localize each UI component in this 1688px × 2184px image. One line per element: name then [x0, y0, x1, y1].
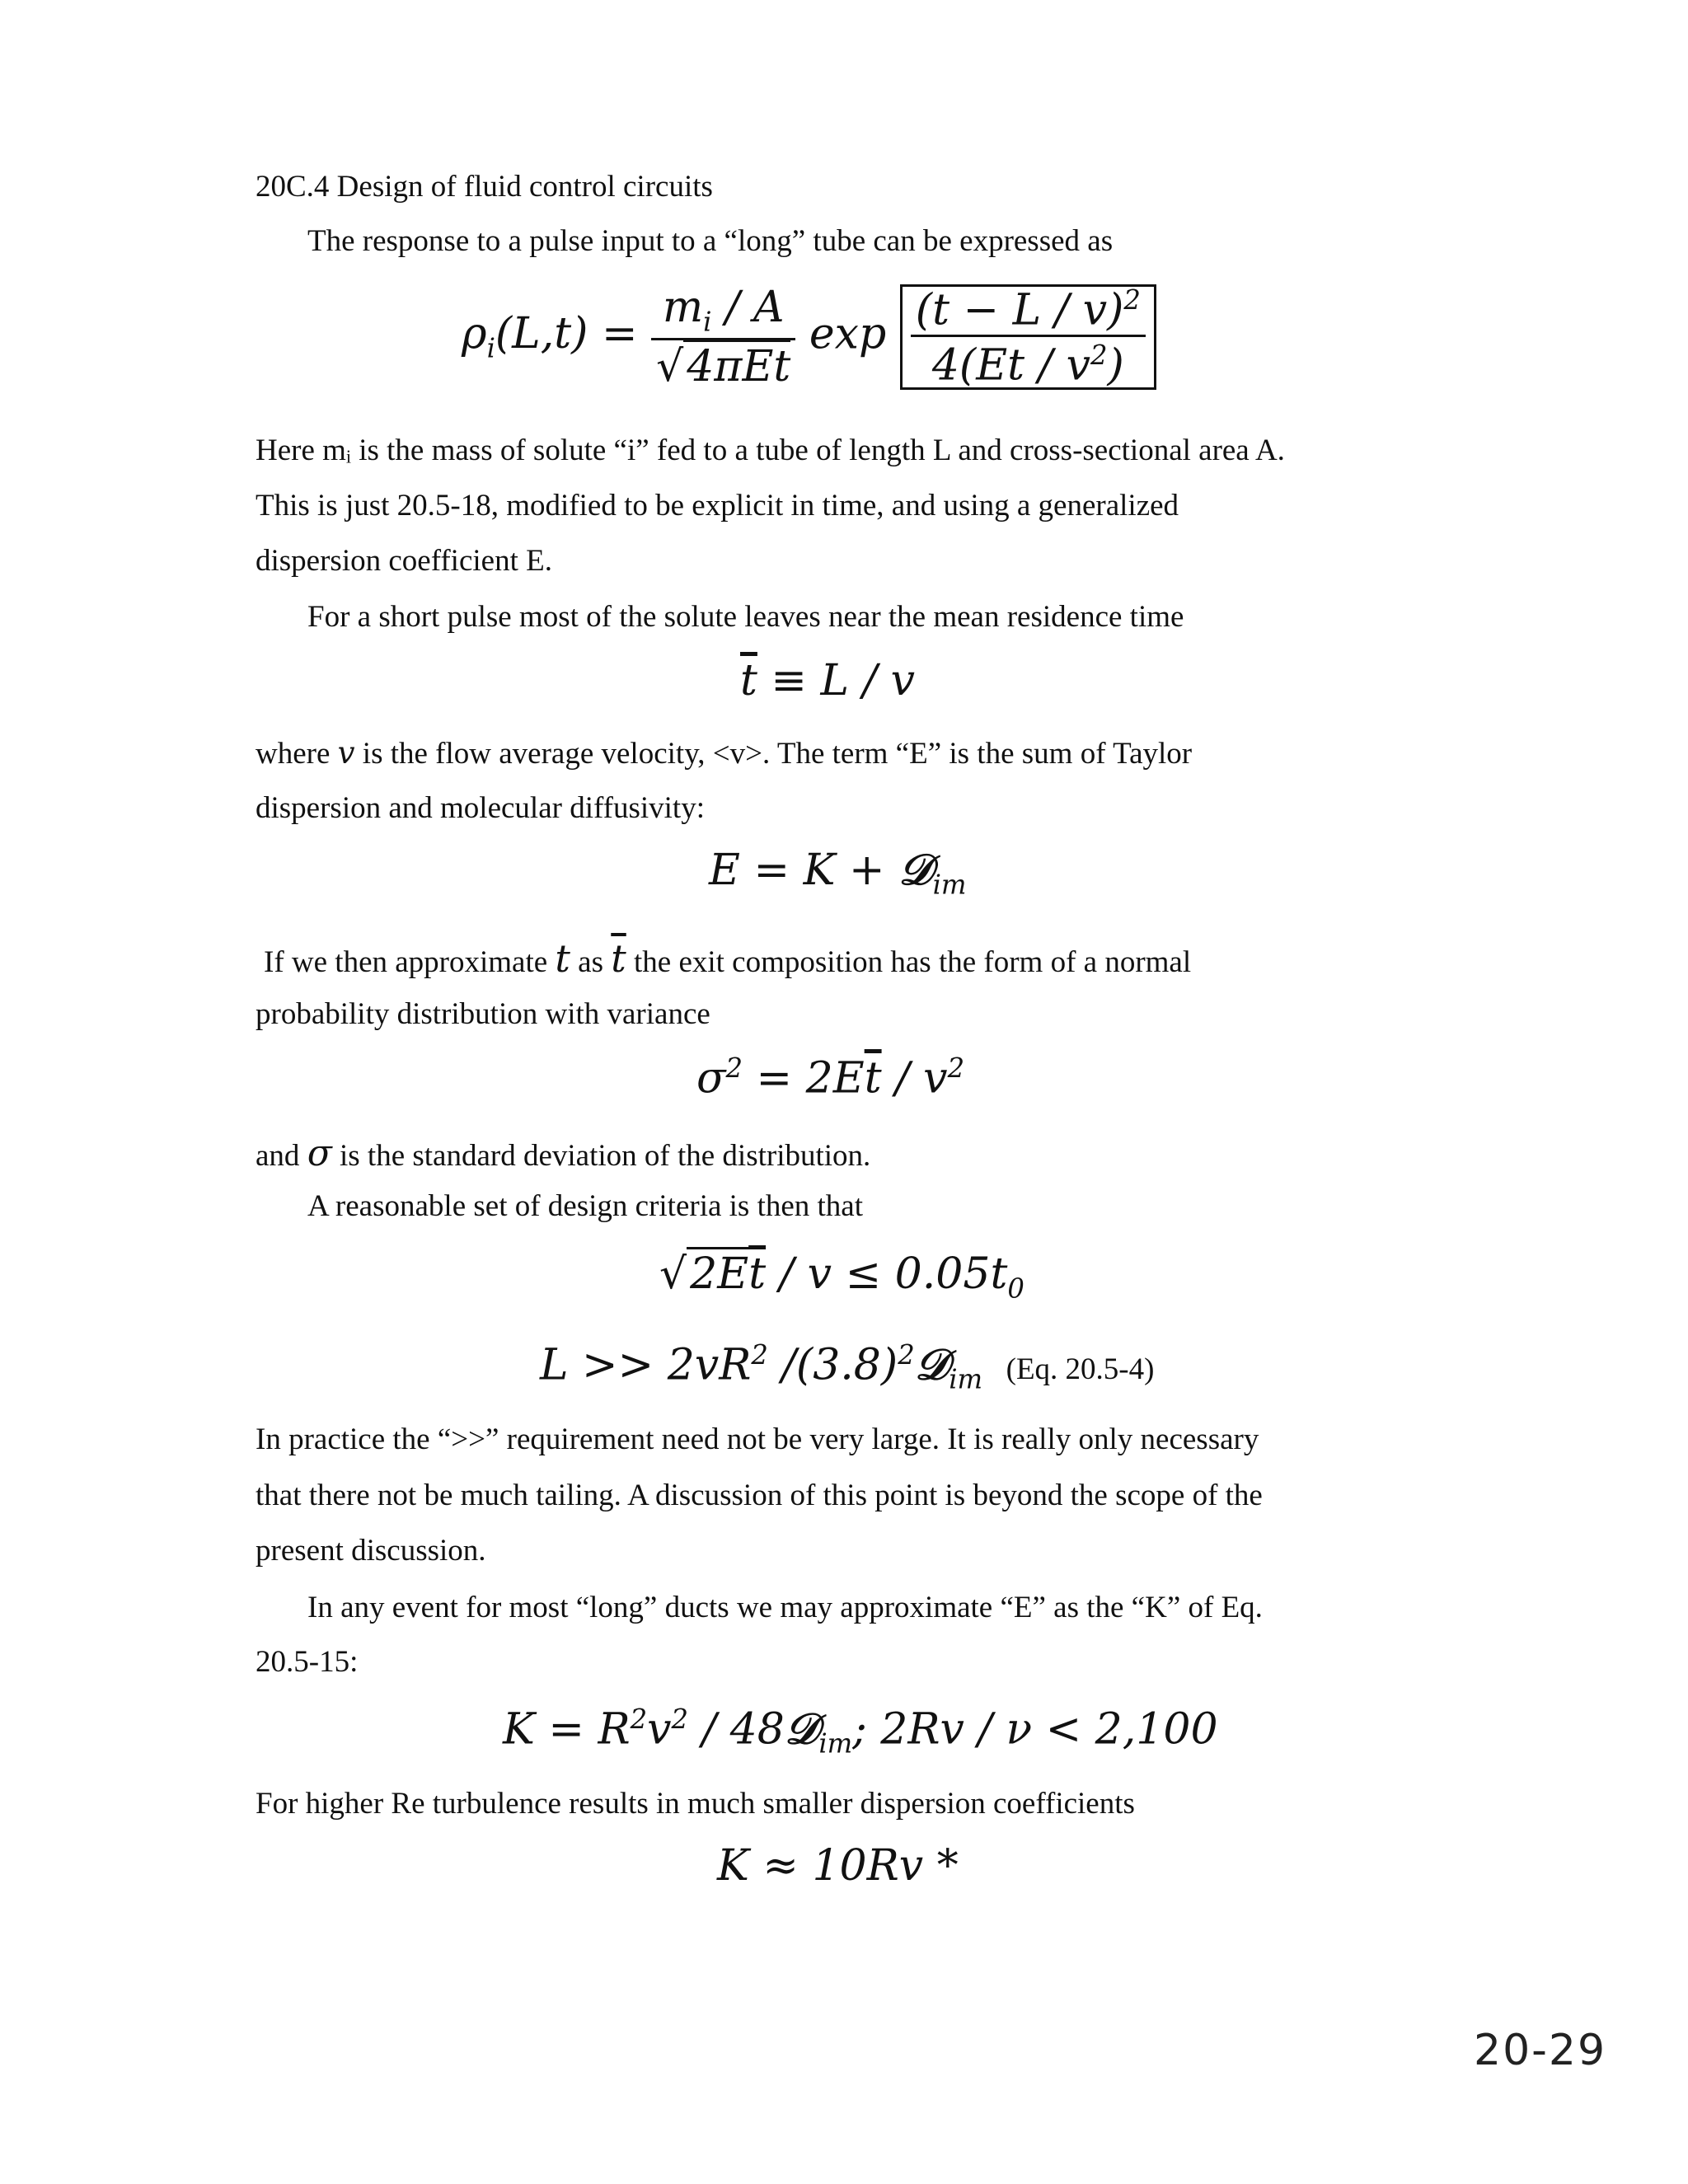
equation-turbulent-dispersion: K ≈ 10Rv * [717, 1841, 959, 1891]
paragraph-2-line-1: Here mᵢ is the mass of solute “i” fed to a tube of length L and cross-sectional area A. [256, 434, 1285, 467]
paragraph-2-line-2: This is just 20.5-18, modified to be explicit in time, and using a generalized [256, 489, 1179, 523]
section-heading: 20C.4 Design of fluid control circuits [256, 170, 713, 204]
equation-criterion-1: $√2E\overline{t} / v \le 0.05t_0$ [659, 1253, 1025, 1302]
paragraph-8-line-1: In practice the “>>” requirement need not be very large. It is really only necessary [256, 1422, 1259, 1456]
page-number: 20-29 [1474, 2026, 1607, 2075]
paragraph-3: For a short pulse most of the solute leaves near the mean residence time [307, 600, 1184, 634]
paragraph-6: and σ is the standard deviation of the distribution. [256, 1132, 871, 1174]
equation-taylor-dispersion: $K = R^2v^2$ / 48𝒟$_{im}$; 2Rv / ν < 2,100 [503, 1704, 1218, 1760]
equation-variance: $\sigma^2 = 2E\overline{t} / v^2$ [696, 1052, 965, 1104]
paragraph-1: The response to a pulse input to a “long” tube can be expressed as [307, 224, 1114, 258]
paragraph-2-line-3: dispersion coefficient E. [256, 544, 552, 578]
paragraph-8-line-3: present discussion. [256, 1534, 486, 1568]
equation-criterion-2: $L >> 2vR^2$ $/(3.8)^2𝒟_{im}$ (Eq. 20.5-4) [540, 1339, 1155, 1395]
paragraph-8-line-2: that there not be much tailing. A discussion of this point is beyond the scope of the [256, 1479, 1263, 1512]
eq1-lhs: $\rho_i(L,t)$ = [462, 309, 638, 364]
paragraph-4-line-1: where v is the flow average velocity, <v>. The term “E” is the sum of Taylor [256, 735, 1193, 771]
paragraph-4-line-2: dispersion and molecular diffusivity: [256, 791, 705, 825]
paragraph-10: For higher Re turbulence results in much smaller dispersion coefficients [256, 1787, 1135, 1821]
paragraph-5-line-2: probability distribution with variance [256, 997, 710, 1031]
paragraph-9-line-1: In any event for most “long” ducts we may approximate “E” as the “K” of Eq. [307, 1591, 1263, 1624]
eq1-fraction: $\frac{m_i / A}{\text{√4πEt}}$ [651, 286, 795, 389]
paragraph-7: A reasonable set of design criteria is then that [307, 1189, 864, 1223]
paragraph-9-line-2: 20.5-15: [256, 1645, 359, 1679]
equation-residence-time: $\overline{t} \equiv L / v$ [740, 656, 916, 705]
eq1-bracket: $\frac{(t - L / v)^2}{4(Et / v^2)}$ [900, 284, 1156, 390]
eq1-exp: exp [809, 309, 887, 359]
equation-dispersion-sum: E = K + 𝒟$_{im}$ [709, 845, 967, 901]
equation-reference: (Eq. 20.5-4) [1006, 1352, 1155, 1387]
paragraph-5-line-1: If we then approximate t as $\overline{t}$ the exit composition has the form of a normal [264, 936, 1192, 981]
equation-pulse-response [462, 284, 1156, 390]
